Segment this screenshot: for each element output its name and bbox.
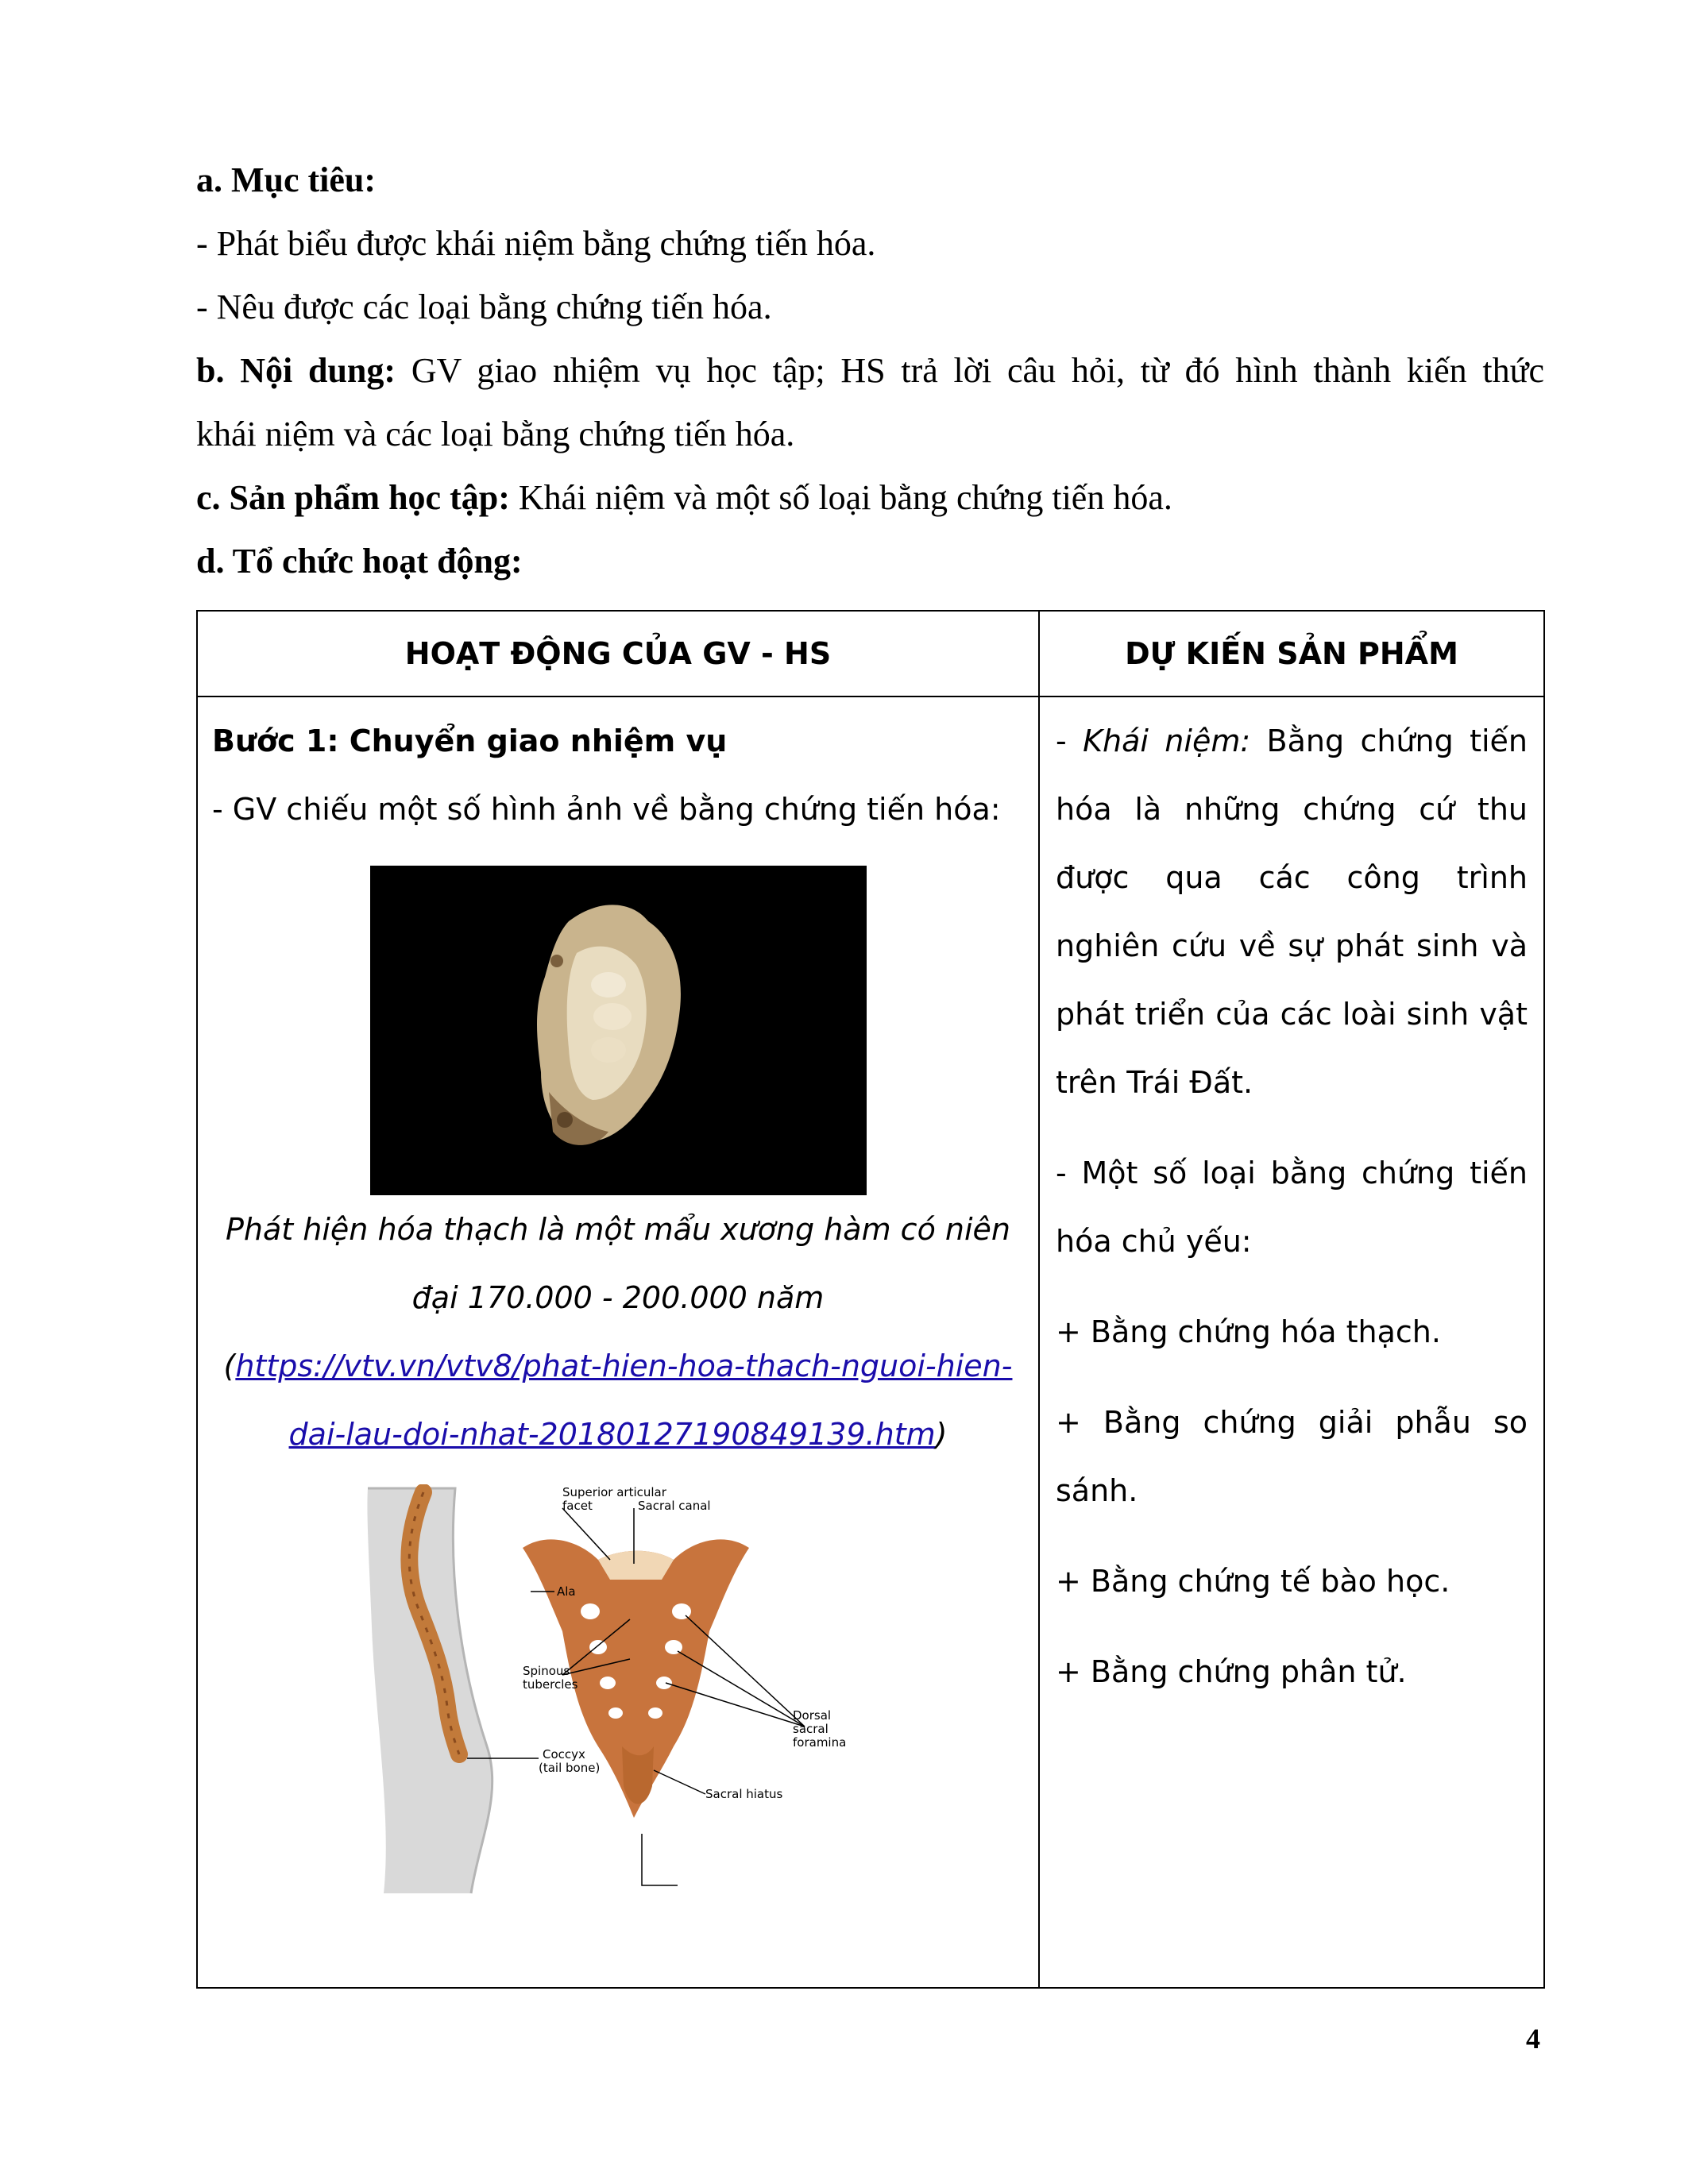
label-sacral-hiatus: Sacral hiatus [705, 1787, 783, 1801]
product-label: c. Sản phẩm học tập: [196, 478, 510, 517]
evidence-type-item: + Bằng chứng giải phẫu so sánh. [1056, 1405, 1528, 1508]
label-foramina: foramina [793, 1735, 847, 1750]
content-label: b. Nội dung: [196, 351, 396, 390]
concept-text: Bằng chứng tiến hóa là những chứng cứ thu được qua các công trình nghiên cứu về sự phát sinh và phát triển của các loài sinh vật trên Trái Đất. [1056, 723, 1528, 1100]
header-teacher-student-activity: HOẠT ĐỘNG CỦA GV - HS [197, 611, 1039, 696]
step-title: Bước 1: Chuyển giao nhiệm vụ [212, 723, 728, 758]
label-dorsal: Dorsal [793, 1708, 832, 1723]
objective-item: - Nêu được các loại bằng chứng tiến hóa. [196, 287, 772, 326]
label-sacral-canal: Sacral canal [638, 1499, 711, 1513]
label-tail-bone: (tail bone) [539, 1761, 601, 1775]
organization-heading: d. Tổ chức hoạt động: [196, 542, 523, 581]
content-paragraph [196, 338, 1544, 403]
jawbone-fossil-image [370, 866, 867, 1195]
table-header-row [197, 611, 1544, 696]
label-facet: facet [562, 1499, 593, 1513]
content-paragraph-continued: khái niệm và các loại bằng chứng tiến hóa. [196, 415, 795, 453]
sacrum-anatomy-diagram [360, 1484, 876, 1897]
label-spinous: Spinous [523, 1664, 570, 1678]
concept-paragraph: - Khái niệm: Bằng chứng tiến hóa là những chứng cứ thu được qua các công trình nghiên cứu về sự phát sinh và phát triển của các loài sinh vật trên Trái Đất. [1056, 723, 1528, 1100]
page-number: 4 [1526, 2023, 1540, 2055]
evidence-type-item: + Bằng chứng phân tử. [1056, 1654, 1407, 1689]
label-coccyx: Coccyx [543, 1747, 585, 1761]
objectives-heading: a. Mục tiêu: [196, 160, 377, 199]
objective-item: - Phát biểu được khái niệm bằng chứng tiến hóa. [196, 224, 876, 263]
label-tubercles: tubercles [523, 1677, 578, 1692]
types-intro: - Một số loại bằng chứng tiến hóa chủ yếu: [1056, 1156, 1528, 1259]
label-sacral: sacral [793, 1722, 829, 1736]
concept-label: Khái niệm: [1083, 723, 1251, 758]
label-ala: Ala [557, 1584, 576, 1599]
label-superior-articular: Superior articular [562, 1485, 666, 1499]
fossil-caption: Phát hiện hóa thạch là một mẩu xương hàm có niên đại 170.000 - 200.000 năm (https://vtv.vn/vtv8/phat-hien-hoa-thach-nguoi-hien-dai-lau-doi-nhat-20180127190849139.htm) [223, 1212, 1013, 1452]
evidence-type-item: + Bằng chứng hóa thạch. [1056, 1314, 1441, 1349]
source-link[interactable]: https://vtv.vn/vtv8/phat-hien-hoa-thach-nguoi-hien-dai-lau-doi-nhat-20180127190849139.htm [235, 1349, 1013, 1452]
content-text: GV giao nhiệm vụ học tập; HS trả lời câu hỏi, từ đó hình thành kiến thức [396, 351, 1544, 390]
activity-cell [197, 696, 1039, 1988]
evidence-type-item: + Bằng chứng tế bào học. [1056, 1564, 1450, 1599]
expected-product-cell [1039, 696, 1544, 1988]
header-expected-product: DỰ KIẾN SẢN PHẨM [1039, 611, 1544, 696]
activity-table [196, 610, 1545, 1989]
product-paragraph [196, 465, 1544, 530]
instruction-text: - GV chiếu một số hình ảnh về bằng chứng tiến hóa: [212, 792, 1001, 827]
product-text: Khái niệm và một số loại bằng chứng tiến hóa. [509, 478, 1172, 517]
table-row [197, 696, 1544, 1988]
